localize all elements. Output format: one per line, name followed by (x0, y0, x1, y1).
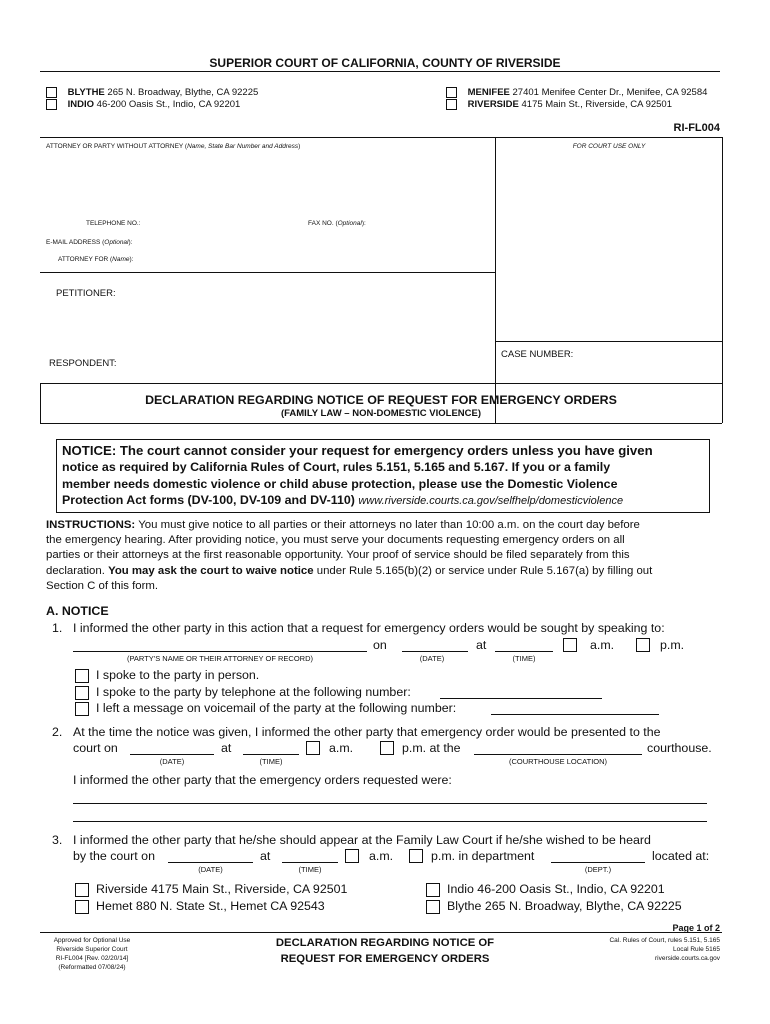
item3-at: at (260, 849, 271, 863)
domestic-violence-link[interactable]: www.riverside.courts.ca.gov/selfhelp/domesticviolence (358, 494, 624, 507)
item3-am-checkbox[interactable] (345, 849, 359, 863)
footer-page: Page 1 of 2 (672, 923, 720, 933)
footer-title: DECLARATION REGARDING NOTICE OF REQUEST FOR EMERGENCY ORDERS (275, 937, 495, 965)
location-blythe: BLYTHE 265 N. Broadway, Blythe, CA 92225 (46, 87, 258, 98)
orders-line-1[interactable] (73, 803, 707, 804)
voicemail-option-label: I left a message on voicemail of the party at the following number: (96, 701, 457, 715)
item2-number: 2. (52, 725, 63, 739)
blythe-location-label: Blythe 265 N. Broadway, Blythe, CA 92225 (447, 899, 682, 913)
indio-location-checkbox[interactable] (426, 883, 440, 897)
item3-date-sublabel: (DATE) (198, 865, 223, 874)
item3-time-sublabel: (TIME) (298, 865, 322, 874)
item1-number: 1. (52, 621, 63, 635)
case-number-rule (495, 341, 722, 342)
telephone-option-label: I spoke to the party by telephone at the following number: (96, 685, 411, 699)
voicemail-checkbox[interactable] (75, 702, 89, 716)
court-title: SUPERIOR COURT OF CALIFORNIA, COUNTY OF RIVERSIDE (209, 56, 561, 70)
riverside-checkbox[interactable] (446, 99, 457, 110)
item1-at: at (476, 638, 487, 652)
courthouse-location-field[interactable] (474, 754, 642, 755)
item1-pm-checkbox[interactable] (636, 638, 650, 652)
orders-line-2[interactable] (73, 821, 707, 822)
attorney-section-rule (40, 272, 495, 273)
case-number-label: CASE NUMBER: (501, 349, 574, 360)
department-field[interactable] (551, 862, 645, 863)
in-person-checkbox[interactable] (75, 669, 89, 683)
item2-date-sublabel: (DATE) (159, 757, 185, 766)
item2-text: At the time the notice was given, I informed the other party that emergency order would be presented to the (73, 725, 661, 739)
caption-right-border (722, 137, 723, 423)
indio-location-label: Indio 46-200 Oasis St., Indio, CA 92201 (447, 882, 665, 896)
hemet-location-checkbox[interactable] (75, 900, 89, 914)
item1-pm-label: p.m. (660, 638, 685, 652)
party-name-field[interactable] (73, 651, 367, 652)
blythe-location-checkbox[interactable] (426, 900, 440, 914)
hemet-location-label: Hemet 880 N. State St., Hemet CA 92543 (96, 899, 325, 913)
location-menifee: MENIFEE 27401 Menifee Center Dr., Menifee, CA 92584 (446, 87, 707, 98)
item2-pm-checkbox[interactable] (380, 741, 394, 755)
petitioner-label: PETITIONER: (56, 288, 116, 299)
telephone-number-field[interactable] (440, 698, 602, 699)
item1-date-field[interactable] (402, 651, 468, 652)
header-rule (40, 71, 720, 72)
instructions: INSTRUCTIONS: You must give notice to all parties or their attorneys no later than 10:00 a.m. on the court day before the emergency hearing. After providing notice, you must serve your documents requesting emergency orders on all parties or their attorneys at the first reasonable opportunity. Your proof of service should be filed separately from this declaration. You may ask the court to waive notice under Rule 5.165(b)(2) or service under Rule 5.167(a) by filling out Section C of this form. (46, 519, 653, 592)
title-bottom-border (40, 423, 722, 424)
item1-time-sublabel: (TIME) (512, 654, 536, 663)
indio-checkbox[interactable] (46, 99, 57, 110)
attorney-label: ATTORNEY OR PARTY WITHOUT ATTORNEY (Name, State Bar Number and Address) (46, 143, 301, 150)
riverside-location-label: Riverside 4175 Main St., Riverside, CA 92501 (96, 882, 348, 896)
item3-pm-checkbox[interactable] (409, 849, 423, 863)
item3-by-court-on: by the court on (73, 849, 155, 863)
voicemail-number-field[interactable] (491, 714, 659, 715)
menifee-checkbox[interactable] (446, 87, 457, 98)
item1-time-field[interactable] (495, 651, 553, 652)
title-top-border (40, 383, 722, 384)
item3-number: 3. (52, 833, 63, 847)
item3-time-field[interactable] (282, 862, 338, 863)
riverside-location-checkbox[interactable] (75, 883, 89, 897)
item1-am-label: a.m. (590, 638, 615, 652)
form-title: DECLARATION REGARDING NOTICE OF REQUEST FOR EMERGENCY ORDERS (145, 393, 617, 407)
orders-requested-text: I informed the other party that the emergency orders requested were: (73, 773, 452, 787)
form-subtitle: (FAMILY LAW – NON-DOMESTIC VIOLENCE) (280, 408, 482, 419)
blythe-checkbox[interactable] (46, 87, 57, 98)
item2-am-label: a.m. (329, 741, 354, 755)
dept-sublabel: (DEPT.) (584, 865, 612, 874)
notice-text: NOTICE: The court cannot consider your request for emergency orders unless you have given notice as required by California Rules of Court, rules 5.151, 5.165 and 5.167. If you or a family member needs domestic violence or child abuse protection, please use the Domestic Violence Protection Act forms (DV-100, DV-109 and DV-110) www.riverside.courts.ca.gov/selfhelp/domesticviolence (62, 443, 653, 507)
form-id: RI-FL004 (673, 122, 720, 134)
attorney-for-label: ATTORNEY FOR (Name): (58, 256, 134, 263)
court-use-label: FOR COURT USE ONLY (572, 143, 646, 150)
section-a-heading: A. NOTICE (46, 604, 109, 618)
footer-rules: Cal. Rules of Court, rules 5.151, 5.165 Local Rule 5165 riverside.courts.ca.gov (609, 937, 720, 962)
telephone-checkbox[interactable] (75, 686, 89, 700)
footer-approved: Approved for Optional Use Riverside Superior Court RI-FL004 [Rev. 02/20/14] (Reformatted 07/08/24) (53, 937, 131, 971)
caption-divider (495, 137, 496, 423)
item1-on: on (373, 638, 387, 652)
courthouse-sublabel: (COURTHOUSE LOCATION) (508, 757, 608, 766)
party-name-sublabel: (PARTY'S NAME OR THEIR ATTORNEY OF RECORD) (126, 654, 314, 663)
telephone-label: TELEPHONE NO.: (86, 220, 141, 227)
item2-pm-at-label: p.m. at the (402, 741, 461, 755)
item2-date-field[interactable] (130, 754, 214, 755)
item2-time-sublabel: (TIME) (259, 757, 283, 766)
location-indio: INDIO 46-200 Oasis St., Indio, CA 92201 (46, 99, 240, 110)
item3-am-label: a.m. (369, 849, 394, 863)
item3-pm-dept-label: p.m. in department (431, 849, 535, 863)
item2-am-checkbox[interactable] (306, 741, 320, 755)
item3-located-at: located at: (652, 849, 710, 863)
item1-date-sublabel: (DATE) (419, 654, 445, 663)
item1-am-checkbox[interactable] (563, 638, 577, 652)
item3-text: I informed the other party that he/she should appear at the Family Law Court if he/she wished to be heard (73, 833, 651, 847)
fax-label: FAX NO. (Optional): (308, 220, 366, 227)
item2-courthouse: courthouse. (647, 741, 712, 755)
location-riverside: RIVERSIDE 4175 Main St., Riverside, CA 92501 (446, 99, 672, 110)
item2-time-field[interactable] (243, 754, 299, 755)
caption-top-border (40, 137, 722, 138)
respondent-label: RESPONDENT: (49, 358, 117, 369)
footer-rule (40, 932, 722, 933)
item1-text: I informed the other party in this action that a request for emergency orders would be sought by speaking to: (73, 621, 665, 635)
in-person-label: I spoke to the party in person. (96, 668, 260, 682)
item3-date-field[interactable] (168, 862, 253, 863)
item2-court-on: court on (73, 741, 118, 755)
email-label: E-MAIL ADDRESS (Optional): (46, 239, 133, 246)
item2-at: at (221, 741, 232, 755)
